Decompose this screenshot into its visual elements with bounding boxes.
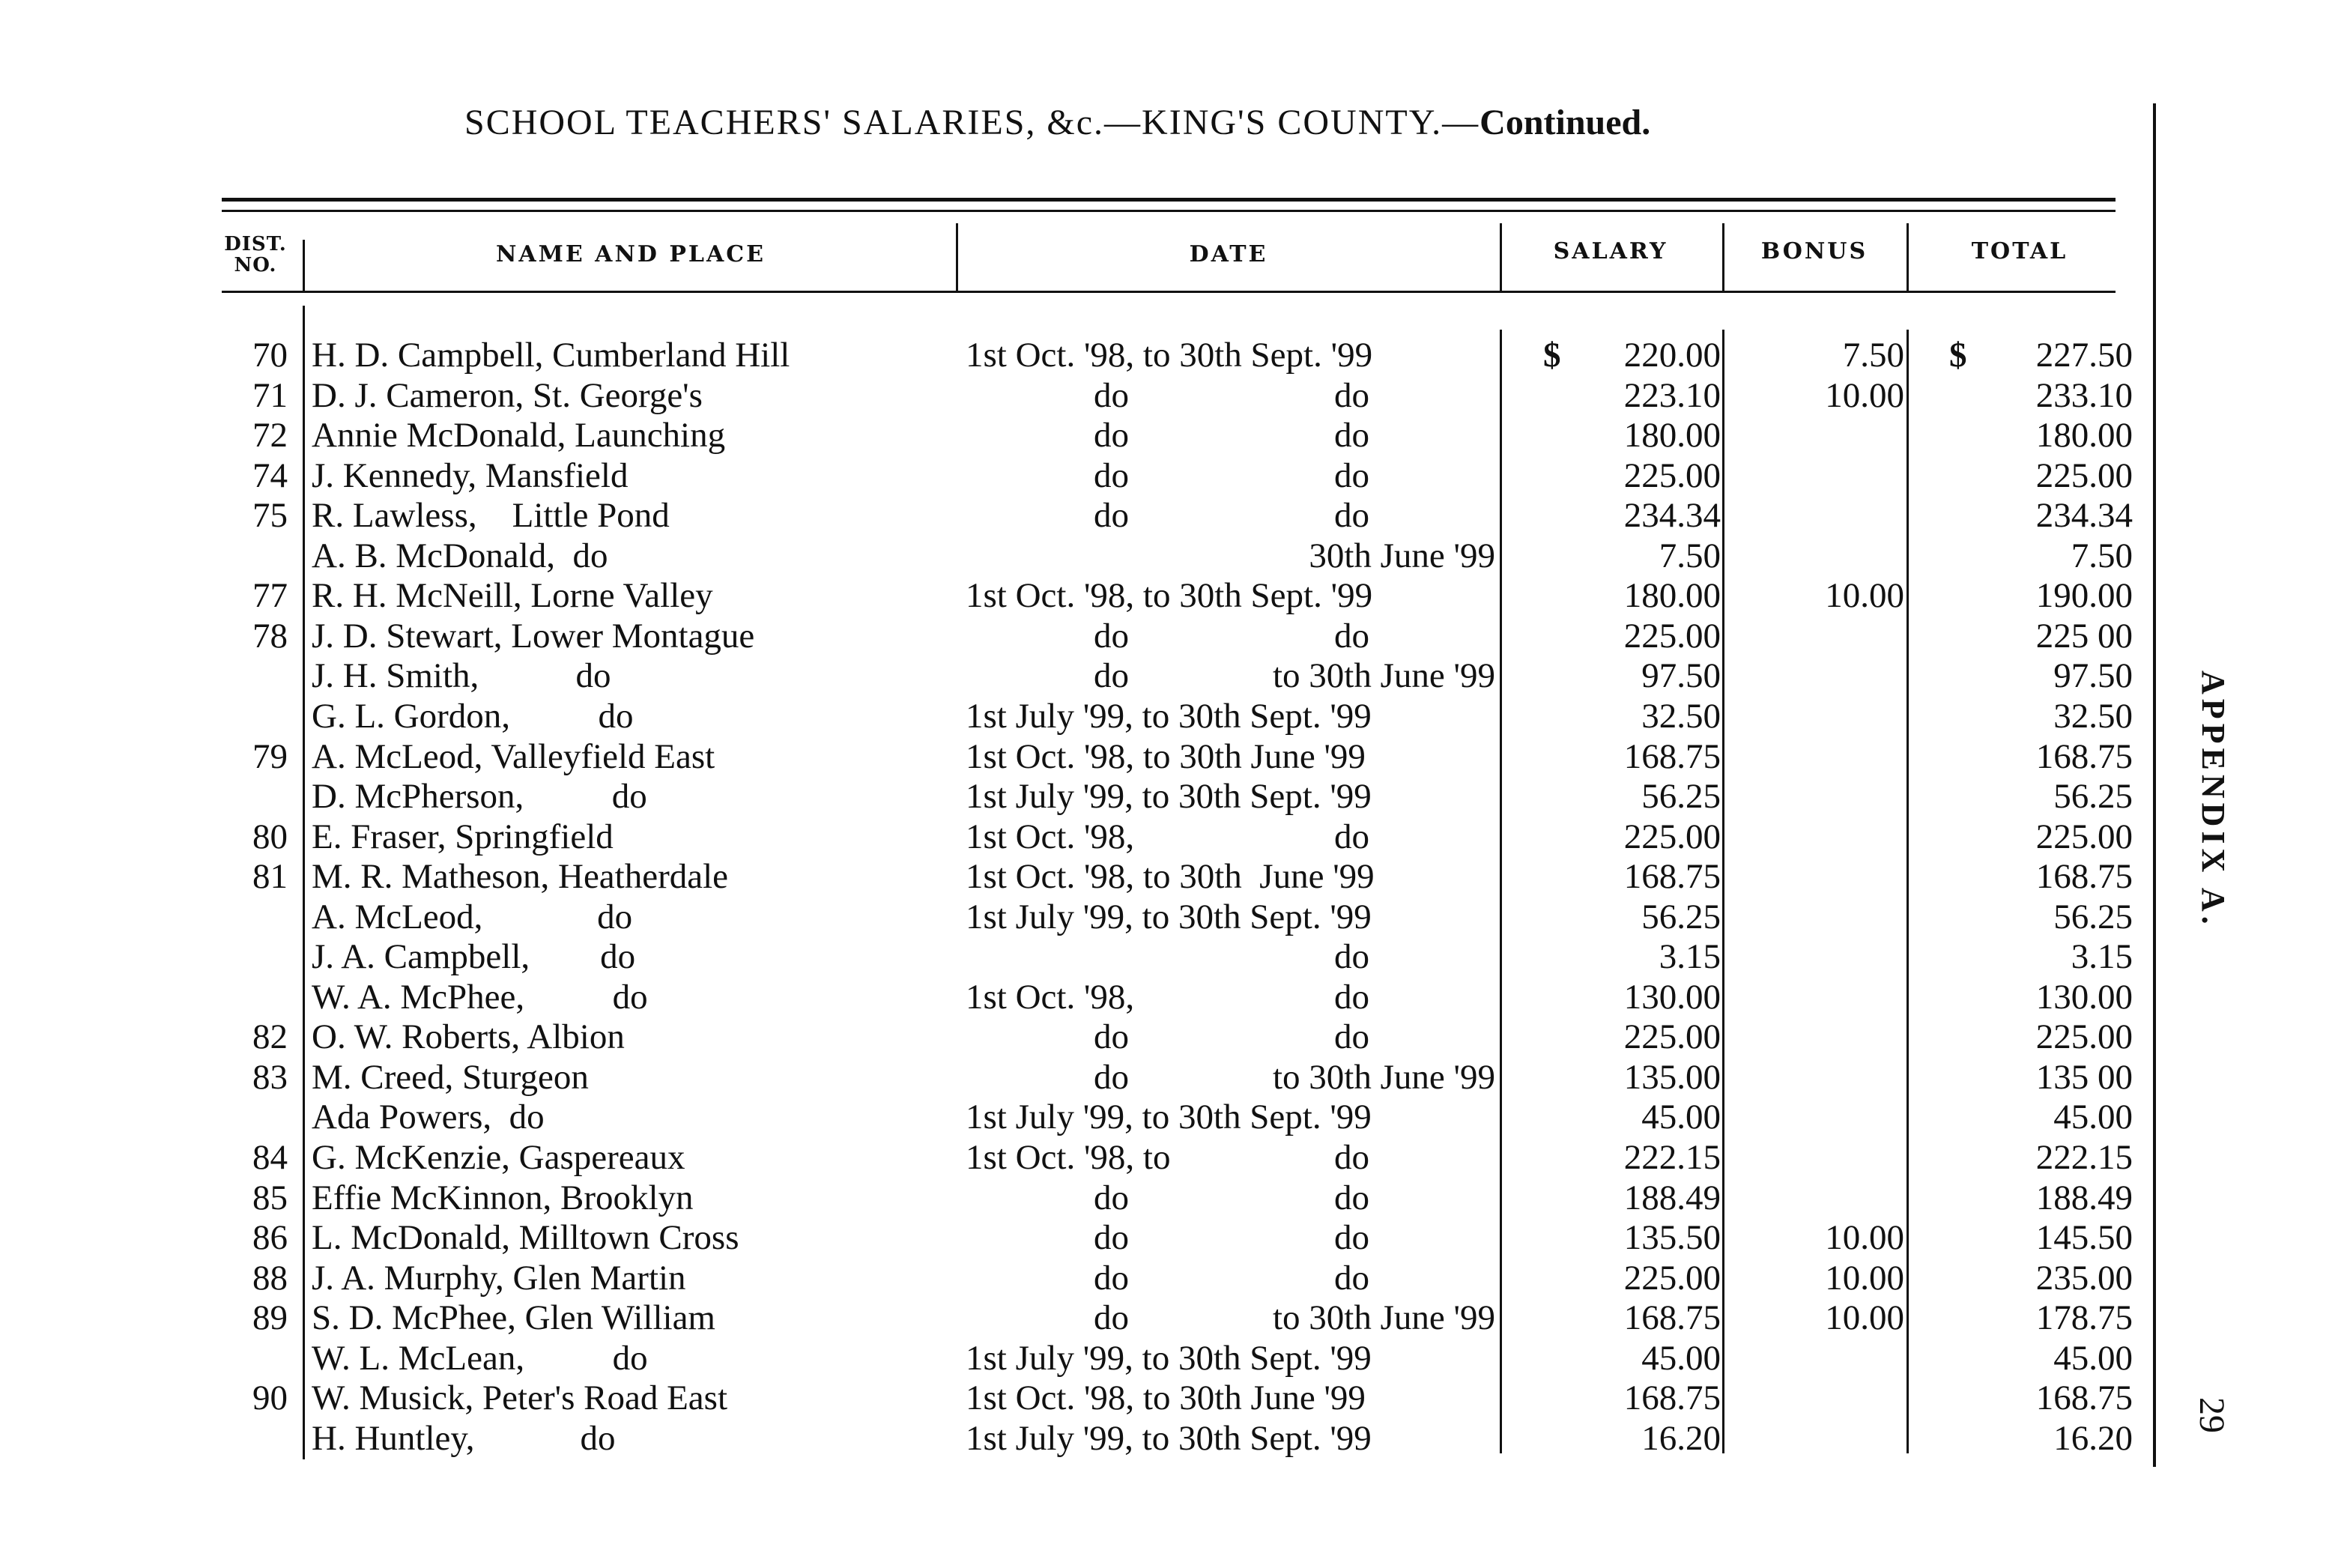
date-start: do bbox=[1094, 455, 1129, 495]
bonus-amount: 10.00 bbox=[1825, 576, 1904, 616]
salary-amount: 56.25 bbox=[1641, 777, 1721, 817]
total-amount: 45.00 bbox=[2053, 1098, 2133, 1137]
teacher-name-place: A. McLeod, Valleyfield East bbox=[312, 736, 715, 776]
date-cell bbox=[963, 336, 1498, 375]
bonus-amount: 10.00 bbox=[1825, 1298, 1904, 1338]
total-amount: 188.49 bbox=[2035, 1178, 2133, 1217]
total-amount: 97.50 bbox=[2053, 656, 2133, 696]
date-cell bbox=[963, 857, 1498, 897]
date-start: do bbox=[1094, 1298, 1129, 1338]
bonus-amount: 10.00 bbox=[1825, 1258, 1904, 1298]
dist-number: 89 bbox=[252, 1298, 288, 1338]
dist-number: 85 bbox=[252, 1178, 288, 1217]
date-cell bbox=[963, 1419, 1498, 1459]
date-cell bbox=[963, 697, 1498, 736]
teacher-name-place: Annie McDonald, Launching bbox=[312, 416, 726, 455]
date-cell bbox=[963, 1339, 1498, 1378]
teacher-name-place: M. Creed, Sturgeon bbox=[312, 1057, 589, 1097]
teacher-name-place: J. Kennedy, Mansfield bbox=[312, 455, 629, 495]
salary-amount: 45.00 bbox=[1641, 1338, 1721, 1378]
salary-amount: 56.25 bbox=[1641, 897, 1721, 936]
date-cell bbox=[963, 817, 1498, 857]
column-header-total: TOTAL bbox=[1971, 238, 2068, 264]
table-row bbox=[0, 376, 2142, 416]
table-row bbox=[0, 857, 2142, 897]
salary-amount: 168.75 bbox=[1623, 857, 1721, 897]
salary-amount: 234.34 bbox=[1623, 496, 1721, 536]
date-cell bbox=[963, 1218, 1498, 1258]
teacher-name-place: G. McKenzie, Gaspereaux bbox=[312, 1138, 685, 1177]
bonus-amount bbox=[1730, 536, 1904, 576]
teacher-name-place: Ada Powers, do bbox=[312, 1098, 545, 1137]
date-end-ditto: do bbox=[1334, 817, 1369, 856]
table-row bbox=[0, 697, 2142, 736]
bonus-amount bbox=[1730, 1178, 1904, 1218]
date-start: 1st July '99, to 30th Sept. '99 bbox=[966, 897, 1372, 936]
total-amount: 225.00 bbox=[2035, 455, 2133, 495]
salary-amount: 225.00 bbox=[1623, 616, 1721, 656]
dist-number: 72 bbox=[252, 416, 288, 455]
date-cell bbox=[963, 416, 1498, 455]
teacher-name-place: E. Fraser, Springfield bbox=[312, 817, 614, 856]
date-start: do bbox=[1094, 1057, 1129, 1097]
teacher-name-place: R. H. McNeill, Lorne Valley bbox=[312, 576, 713, 616]
salary-amount: 180.00 bbox=[1623, 576, 1721, 616]
dist-number bbox=[225, 937, 288, 977]
date-end-ditto: do bbox=[1334, 977, 1369, 1017]
date-start: do bbox=[1094, 496, 1129, 536]
total-amount: 235.00 bbox=[2035, 1258, 2133, 1298]
salary-amount: 7.50 bbox=[1659, 536, 1721, 575]
salary-amount: 225.00 bbox=[1623, 817, 1721, 856]
date-start: 1st July '99, to 30th Sept. '99 bbox=[966, 777, 1372, 817]
bonus-amount bbox=[1730, 897, 1904, 937]
total-amount: 56.25 bbox=[2053, 777, 2133, 817]
total-amount: 168.75 bbox=[2035, 1378, 2133, 1418]
date-end-ditto: do bbox=[1334, 1218, 1369, 1258]
teacher-name-place: L. McDonald, Milltown Cross bbox=[312, 1218, 739, 1258]
table-row bbox=[0, 1298, 2142, 1338]
dist-number bbox=[225, 697, 288, 736]
date-start: do bbox=[1094, 1258, 1129, 1298]
dist-number: 74 bbox=[252, 455, 288, 495]
date-cell bbox=[963, 777, 1498, 817]
date-end: 30th June '99 bbox=[1309, 536, 1495, 575]
teacher-name-place: O. W. Roberts, Albion bbox=[312, 1017, 625, 1057]
teacher-name-place: J. D. Stewart, Lower Montague bbox=[312, 616, 755, 656]
date-start: 1st July '99, to 30th Sept. '99 bbox=[966, 1338, 1372, 1378]
table-row bbox=[0, 1098, 2142, 1137]
column-header-date: DATE bbox=[1189, 241, 1268, 267]
salary-amount: 220.00 bbox=[1623, 336, 1721, 375]
date-end: to 30th June '99 bbox=[1273, 1057, 1495, 1097]
dist-number: 81 bbox=[252, 857, 288, 897]
salary-amount: 222.15 bbox=[1623, 1138, 1721, 1177]
total-amount: 16.20 bbox=[2053, 1418, 2133, 1458]
dist-number: 80 bbox=[252, 817, 288, 856]
date-end-ditto: do bbox=[1334, 1178, 1369, 1217]
total-amount: 32.50 bbox=[2053, 696, 2133, 736]
column-header-dist-line2: NO. bbox=[234, 254, 277, 276]
salary-amount: 97.50 bbox=[1641, 656, 1721, 696]
dist-number: 90 bbox=[252, 1378, 288, 1418]
teacher-name-place: J. H. Smith, do bbox=[312, 656, 611, 696]
total-amount: 222.15 bbox=[2035, 1138, 2133, 1177]
table-row bbox=[0, 1378, 2142, 1418]
salary-amount: 225.00 bbox=[1623, 1258, 1721, 1298]
date-start: 1st Oct. '98, to bbox=[966, 1138, 1171, 1177]
total-amount: 180.00 bbox=[2035, 416, 2133, 455]
bonus-amount bbox=[1730, 416, 1904, 455]
date-start: 1st Oct. '98, to 30th June '99 bbox=[966, 857, 1375, 897]
table-row bbox=[0, 777, 2142, 817]
salary-amount: 32.50 bbox=[1641, 696, 1721, 736]
date-end: to 30th June '99 bbox=[1273, 1298, 1495, 1338]
teacher-name-place: H. D. Campbell, Cumberland Hill bbox=[312, 336, 790, 375]
date-start: 1st Oct. '98, to 30th Sept. '99 bbox=[966, 576, 1373, 616]
teacher-name-place: W. Musick, Peter's Road East bbox=[312, 1378, 728, 1418]
table-row bbox=[0, 416, 2142, 455]
dist-number: 78 bbox=[252, 616, 288, 656]
date-cell bbox=[963, 1138, 1498, 1178]
date-end-ditto: do bbox=[1334, 937, 1369, 977]
title-main: SCHOOL TEACHERS' SALARIES, &c.—KING'S COUNTY.— bbox=[464, 103, 1480, 142]
dist-number bbox=[225, 656, 288, 696]
bonus-amount bbox=[1730, 697, 1904, 736]
teacher-name-place: A. B. McDonald, do bbox=[312, 536, 608, 575]
dist-number: 88 bbox=[252, 1258, 288, 1298]
salary-amount: 225.00 bbox=[1623, 1017, 1721, 1057]
table-row bbox=[0, 617, 2142, 656]
dist-number: 86 bbox=[252, 1218, 288, 1258]
date-cell bbox=[963, 1378, 1498, 1418]
dist-number: 82 bbox=[252, 1017, 288, 1057]
table-row bbox=[0, 897, 2142, 937]
teacher-name-place: W. L. McLean, do bbox=[312, 1338, 648, 1378]
table-row bbox=[0, 576, 2142, 616]
table-row bbox=[0, 1178, 2142, 1218]
dist-number: 84 bbox=[252, 1138, 288, 1177]
salary-amount: 168.75 bbox=[1623, 736, 1721, 776]
bonus-amount bbox=[1730, 777, 1904, 817]
table-row bbox=[0, 737, 2142, 777]
bonus-amount: 10.00 bbox=[1825, 375, 1904, 415]
total-amount: 225 00 bbox=[2035, 616, 2133, 656]
bonus-amount bbox=[1730, 1138, 1904, 1178]
total-amount: 168.75 bbox=[2035, 857, 2133, 897]
bonus-amount bbox=[1730, 1058, 1904, 1098]
salary-amount: 225.00 bbox=[1623, 455, 1721, 495]
column-header-salary: SALARY bbox=[1553, 238, 1668, 264]
date-cell bbox=[963, 376, 1498, 416]
salary-amount: 45.00 bbox=[1641, 1098, 1721, 1137]
bonus-amount bbox=[1730, 656, 1904, 696]
table-row bbox=[0, 1259, 2142, 1298]
date-end-ditto: do bbox=[1334, 1017, 1369, 1057]
dist-number: 83 bbox=[252, 1057, 288, 1097]
salary-amount: 135.00 bbox=[1623, 1057, 1721, 1097]
total-amount: 178.75 bbox=[2035, 1298, 2133, 1338]
dist-number bbox=[225, 536, 288, 576]
date-cell bbox=[963, 897, 1498, 937]
salary-amount: 130.00 bbox=[1623, 977, 1721, 1017]
date-cell bbox=[963, 937, 1498, 977]
total-amount: 225.00 bbox=[2035, 817, 2133, 856]
date-cell bbox=[963, 1178, 1498, 1218]
table-row bbox=[0, 536, 2142, 576]
bonus-amount bbox=[1730, 1098, 1904, 1137]
total-amount: 145.50 bbox=[2035, 1218, 2133, 1258]
dist-number: 79 bbox=[252, 736, 288, 776]
salary-dollar-sign: $ bbox=[1543, 336, 1561, 375]
salary-amount: 188.49 bbox=[1623, 1178, 1721, 1217]
salary-amount: 3.15 bbox=[1659, 937, 1721, 977]
table-row bbox=[0, 656, 2142, 696]
total-amount: 225.00 bbox=[2035, 1017, 2133, 1057]
appendix-label: APPENDIX A. bbox=[2195, 671, 2232, 929]
column-header-name: NAME AND PLACE bbox=[495, 241, 766, 267]
teacher-name-place: D. McPherson, do bbox=[312, 777, 647, 817]
dist-number: 77 bbox=[252, 576, 288, 616]
table-row bbox=[0, 978, 2142, 1017]
table-row bbox=[0, 1339, 2142, 1378]
total-amount: 190.00 bbox=[2035, 576, 2133, 616]
table-row bbox=[0, 1218, 2142, 1258]
dist-number bbox=[225, 1419, 288, 1459]
date-cell bbox=[963, 576, 1498, 616]
bonus-amount bbox=[1730, 1339, 1904, 1378]
dist-number bbox=[225, 897, 288, 937]
date-end-ditto: do bbox=[1334, 455, 1369, 495]
date-end-ditto: do bbox=[1334, 496, 1369, 536]
bonus-amount: 10.00 bbox=[1825, 1218, 1904, 1258]
date-end-ditto: do bbox=[1334, 375, 1369, 415]
date-start: do bbox=[1094, 1017, 1129, 1057]
teacher-name-place: D. J. Cameron, St. George's bbox=[312, 375, 703, 415]
dist-number: 75 bbox=[252, 496, 288, 536]
teacher-name-place: J. A. Murphy, Glen Martin bbox=[312, 1258, 686, 1298]
page-number: 29 bbox=[2192, 1397, 2232, 1433]
teacher-name-place: R. Lawless, Little Pond bbox=[312, 496, 670, 536]
bonus-amount bbox=[1730, 1378, 1904, 1418]
table-row bbox=[0, 1017, 2142, 1057]
date-start: do bbox=[1094, 1178, 1129, 1217]
salary-amount: 168.75 bbox=[1623, 1298, 1721, 1338]
date-start: do bbox=[1094, 1218, 1129, 1258]
bonus-amount bbox=[1730, 1017, 1904, 1057]
dist-number bbox=[225, 777, 288, 817]
column-header-bonus: BONUS bbox=[1760, 238, 1868, 264]
salary-amount: 223.10 bbox=[1623, 375, 1721, 415]
bonus-amount bbox=[1730, 496, 1904, 536]
teacher-name-place: W. A. McPhee, do bbox=[312, 977, 648, 1017]
title-continued: Continued. bbox=[1480, 103, 1651, 142]
teacher-name-place: H. Huntley, do bbox=[312, 1418, 616, 1458]
table-row bbox=[0, 1419, 2142, 1459]
date-start: 1st Oct. '98, to 30th June '99 bbox=[966, 1378, 1366, 1418]
date-cell bbox=[963, 1259, 1498, 1298]
total-amount: 234.34 bbox=[2035, 496, 2133, 536]
bonus-amount bbox=[1730, 978, 1904, 1017]
date-cell bbox=[963, 1298, 1498, 1338]
date-cell bbox=[963, 1098, 1498, 1137]
date-cell bbox=[963, 1058, 1498, 1098]
total-amount: 168.75 bbox=[2035, 736, 2133, 776]
total-amount: 130.00 bbox=[2035, 977, 2133, 1017]
total-amount: 7.50 bbox=[2071, 536, 2133, 575]
teacher-name-place: G. L. Gordon, do bbox=[312, 696, 634, 736]
date-start: do bbox=[1094, 656, 1129, 696]
date-cell bbox=[963, 536, 1498, 576]
dist-number: 70 bbox=[252, 336, 288, 375]
bonus-amount bbox=[1730, 737, 1904, 777]
total-amount: 3.15 bbox=[2071, 937, 2133, 977]
date-cell bbox=[963, 656, 1498, 696]
date-cell bbox=[963, 617, 1498, 656]
bonus-amount bbox=[1730, 617, 1904, 656]
date-end-ditto: do bbox=[1334, 416, 1369, 455]
date-start: 1st Oct. '98, bbox=[966, 977, 1135, 1017]
date-cell bbox=[963, 456, 1498, 496]
dist-number bbox=[225, 1098, 288, 1137]
date-start: 1st July '99, to 30th Sept. '99 bbox=[966, 696, 1372, 736]
teacher-name-place: A. McLeod, do bbox=[312, 897, 633, 936]
salary-amount: 135.50 bbox=[1623, 1218, 1721, 1258]
table-row bbox=[0, 1138, 2142, 1178]
date-end-ditto: do bbox=[1334, 1138, 1369, 1177]
bonus-amount bbox=[1730, 1419, 1904, 1459]
date-start: do bbox=[1094, 616, 1129, 656]
table-row bbox=[0, 1058, 2142, 1098]
total-amount: 56.25 bbox=[2053, 897, 2133, 936]
date-start: 1st July '99, to 30th Sept. '99 bbox=[966, 1098, 1372, 1137]
salary-amount: 168.75 bbox=[1623, 1378, 1721, 1418]
date-start: 1st July '99, to 30th Sept. '99 bbox=[966, 1418, 1372, 1458]
date-start: do bbox=[1094, 416, 1129, 455]
date-end-ditto: do bbox=[1334, 1258, 1369, 1298]
total-amount: 233.10 bbox=[2035, 375, 2133, 415]
table-row bbox=[0, 937, 2142, 977]
date-cell bbox=[963, 737, 1498, 777]
teacher-name-place: Effie McKinnon, Brooklyn bbox=[312, 1178, 694, 1217]
date-start: do bbox=[1094, 375, 1129, 415]
table-row bbox=[0, 817, 2142, 857]
table-row bbox=[0, 336, 2142, 375]
table-row bbox=[0, 496, 2142, 536]
table-row bbox=[0, 456, 2142, 496]
teacher-name-place: M. R. Matheson, Heatherdale bbox=[312, 857, 729, 897]
date-end-ditto: do bbox=[1334, 616, 1369, 656]
total-amount: 45.00 bbox=[2053, 1338, 2133, 1378]
bonus-amount: 7.50 bbox=[1842, 336, 1904, 375]
bonus-amount bbox=[1730, 857, 1904, 897]
salary-amount: 180.00 bbox=[1623, 416, 1721, 455]
date-start: 1st Oct. '98, to 30th Sept. '99 bbox=[966, 336, 1373, 375]
teacher-name-place: J. A. Campbell, do bbox=[312, 937, 636, 977]
date-cell bbox=[963, 496, 1498, 536]
date-cell bbox=[963, 978, 1498, 1017]
date-start: 1st Oct. '98, to 30th June '99 bbox=[966, 736, 1366, 776]
bonus-amount bbox=[1730, 817, 1904, 857]
dist-number bbox=[225, 978, 288, 1017]
date-start: 1st Oct. '98, bbox=[966, 817, 1135, 856]
bonus-amount bbox=[1730, 937, 1904, 977]
dist-number: 71 bbox=[252, 375, 288, 415]
dist-number bbox=[225, 1339, 288, 1378]
total-dollar-sign: $ bbox=[1949, 336, 1967, 375]
column-header-dist-line1: DIST. bbox=[224, 233, 287, 255]
total-amount: 227.50 bbox=[2035, 336, 2133, 375]
total-amount: 135 00 bbox=[2035, 1057, 2133, 1097]
bonus-amount bbox=[1730, 456, 1904, 496]
salary-amount: 16.20 bbox=[1641, 1418, 1721, 1458]
date-end: to 30th June '99 bbox=[1273, 656, 1495, 696]
date-cell bbox=[963, 1017, 1498, 1057]
teacher-name-place: S. D. McPhee, Glen William bbox=[312, 1298, 715, 1338]
